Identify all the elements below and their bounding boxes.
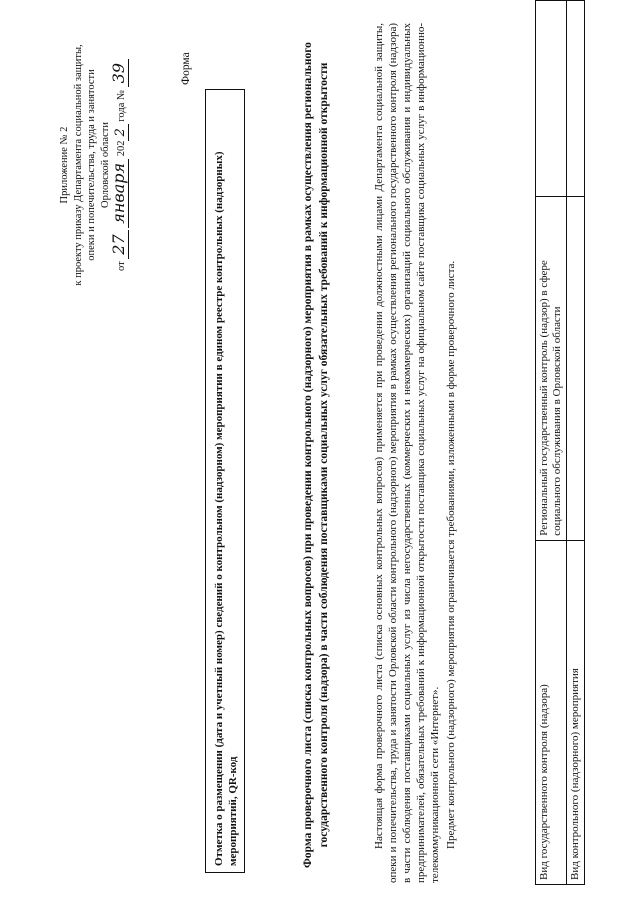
table-cell-empty <box>536 1 567 197</box>
form-label: Форма <box>180 52 192 85</box>
body-text <box>372 23 458 883</box>
appendix-line: опеки и попечительства, труда и занятости <box>86 69 97 261</box>
form-title: Форма проверочного листа (списка контрольных вопросов) при проведении контрольного (надзорного) мероприятия в рамках осуществления регионального государственного контроля (надзора) в части соблюдения поставщиками социальных услуг обязательных требований к информационной открытости <box>302 42 330 868</box>
date-year-word: года № <box>116 89 127 122</box>
date-year-suffix: 2 <box>113 124 129 140</box>
table-row <box>536 1 567 885</box>
table-row <box>567 1 585 885</box>
date-prefix: от <box>116 261 127 272</box>
appendix-line: Орловской области <box>99 122 111 208</box>
date-month: января <box>109 159 129 228</box>
order-number: 39 <box>109 59 129 87</box>
appendix-line: к проекту приказу Департамента социальной защиты, <box>72 44 84 286</box>
table-cell-label: Вид государственного контроля (надзора) <box>536 540 567 884</box>
table-cell-value <box>567 196 585 540</box>
table-cell-value: Региональный государственный контроль (надзор) в сфере социального обслуживания в Орловской области <box>536 196 567 540</box>
appendix-header <box>58 15 129 315</box>
control-kind-table <box>535 0 585 885</box>
date-day: 27 <box>109 230 129 258</box>
registry-marks-box: Отметка о размещении (дата и учетный номер) сведений о контрольном (надзорном) мероприятии в едином реестре контрольных (надзорных) мероприятий, QR-код <box>205 89 245 873</box>
paragraph: Настоящая форма проверочного листа (списка основных контрольных вопросов) применяется при проведении должностными лицами Департамента социальной защиты, опеки и попечительства, труда и занятости Орловской области контрольного (надзорного) мероприятия в рамках осуществления регионального государственного контроля (надзора) в части соблюдения поставщиками социальных услуг из числа негосударственных (коммерческих и некоммерческих) организаций социального обслуживания и индивидуальных предпринимателей, обязательных требований к информационной открытости поставщика социальных услуг на официальном сайте поставщика социальных услуг в информационно-телекоммуникационной сети «Интернет». <box>373 23 441 883</box>
table-cell-empty <box>567 1 585 197</box>
date-year-prefix: 202 <box>116 140 127 157</box>
table-cell-label: Вид контрольного (надзорного) мероприятия <box>567 540 585 884</box>
appendix-line: Приложение № 2 <box>59 126 70 204</box>
paragraph: Предмет контрольного (надзорного) мероприятия ограничивается требованиями, изложенными в форме проверочного листа. <box>445 260 457 849</box>
appendix-date <box>109 15 129 315</box>
